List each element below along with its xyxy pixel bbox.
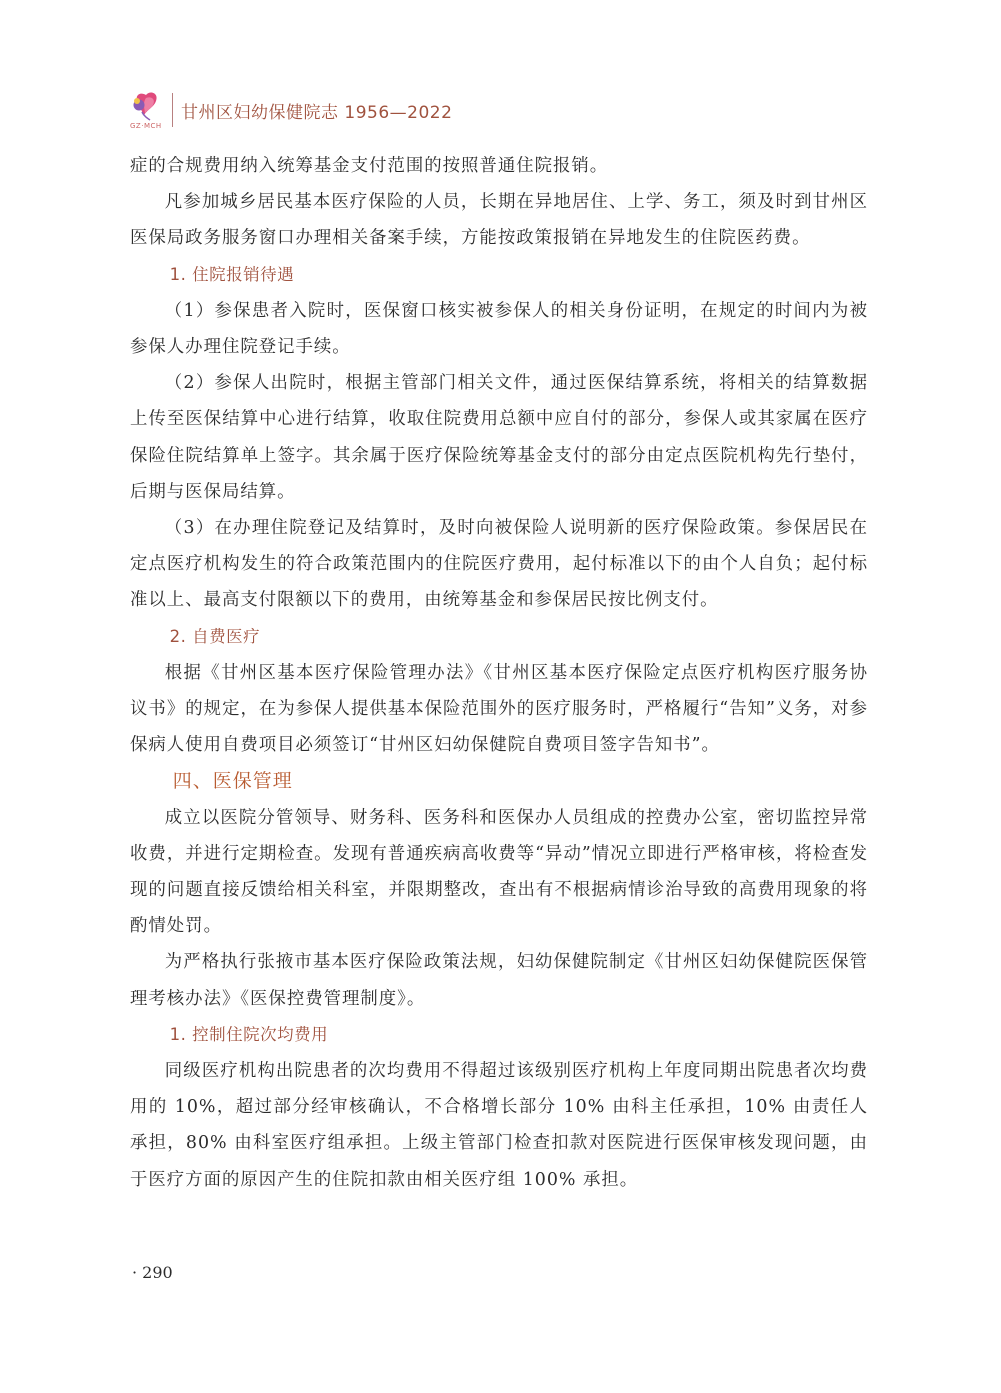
hospital-logo-icon	[130, 88, 162, 132]
subsection-heading: 1. 住院报销待遇	[169, 264, 295, 284]
body-paragraph: 凡参加城乡居民基本医疗保险的人员，长期在异地居住、上学、务工，须及时到甘州区医保局政务服务窗口办理相关备案手续，方能按政策报销在异地发生的住院医药费。	[130, 192, 868, 249]
page-body	[130, 148, 868, 1198]
subsection-heading: 2. 自费医疗	[169, 626, 261, 646]
body-paragraph: 为严格执行张掖市基本医疗保险政策法规，妇幼保健院制定《甘州区妇幼保健院医保管理考核办法》《医保控费管理制度》。	[130, 952, 868, 1009]
section-heading: 四、医保管理	[172, 770, 293, 793]
header-divider	[172, 93, 173, 127]
page-number: · 290	[132, 1263, 173, 1282]
page-header	[130, 88, 452, 132]
body-paragraph: 症的合规费用纳入统筹基金支付范围的按照普通住院报销。	[130, 156, 609, 176]
subsection-heading: 1. 控制住院次均费用	[169, 1024, 329, 1044]
body-paragraph: （1）参保患者入院时，医保窗口核实被参保人的相关身份证明，在规定的时间内为被参保人办理住院登记手续。	[130, 300, 868, 358]
header-title: 甘州区妇幼保健院志 1956—2022	[181, 102, 453, 123]
logo-text: GZ·MCH	[130, 122, 162, 130]
body-paragraph: 同级医疗机构出院患者的次均费用不得超过该级别医疗机构上年度同期出院患者次均费用的 10%，超过部分经审核确认，不合格增长部分 10% 由科主任承担，10% 由责任人承担，80% 由科室医疗组承担。上级主管部门检查扣款对医院进行医保审核发现问题，由于医疗方面的原因产生的住院扣款由相关医疗组 100% 承担。	[130, 1061, 868, 1190]
body-paragraph: （3）在办理住院登记及结算时，及时向被保险人说明新的医疗保险政策。参保居民在定点医疗机构发生的符合政策范围内的住院医疗费用，起付标准以下的由个人自负；起付标准以上、最高支付限额以下的费用，由统筹基金和参保居民按比例支付。	[130, 518, 868, 611]
body-paragraph: （2）参保人出院时，根据主管部门相关文件，通过医保结算系统，将相关的结算数据上传至医保结算中心进行结算，收取住院费用总额中应自付的部分，参保人或其家属在医疗保险住院结算单上签字。其余属于医疗保险统筹基金支付的部分由定点医院机构先行垫付，后期与医保局结算。	[130, 373, 868, 502]
body-paragraph: 根据《甘州区基本医疗保险管理办法》《甘州区基本医疗保险定点医疗机构医疗服务协议书》的规定，在为参保人提供基本保险范围外的医疗服务时，严格履行“告知”义务，对参保病人使用自费项目必须签订“甘州区妇幼保健院自费项目签字告知书”。	[130, 662, 868, 756]
body-paragraph: 成立以医院分管领导、财务科、医务科和医保办人员组成的控费办公室，密切监控异常收费，并进行定期检查。发现有普通疾病高收费等“异动”情况立即进行严格审核，将检查发现的问题直接反馈给相关科室，并限期整改，查出有不根据病情诊治导致的高费用现象的将酌情处罚。	[130, 807, 868, 937]
